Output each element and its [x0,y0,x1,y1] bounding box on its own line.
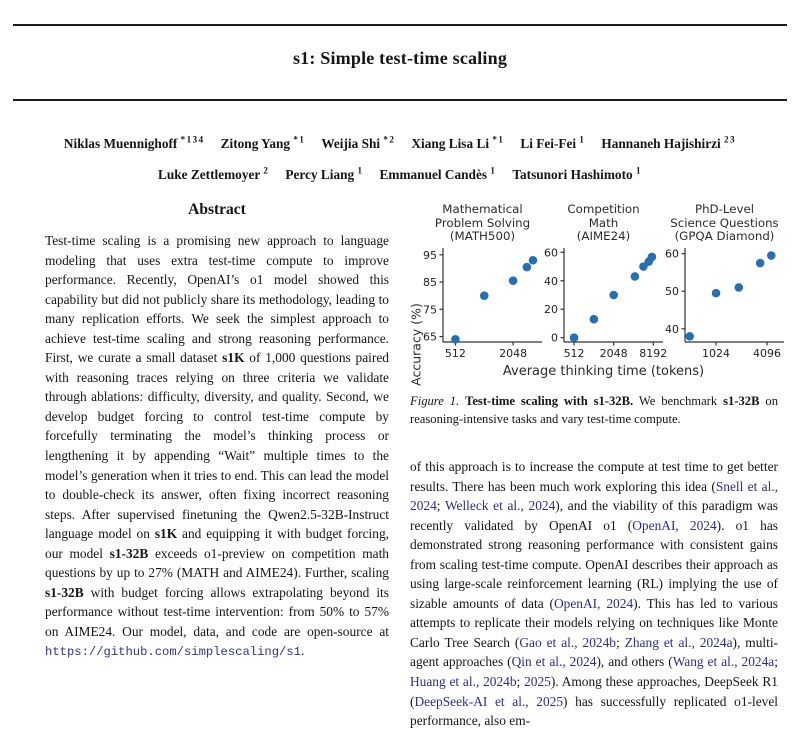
text-run: ; [436,498,445,514]
bold-text-run: s1-32B [109,545,149,561]
bold-text-run: s1-32B [45,584,84,600]
tick-label: 60 [665,247,679,261]
bold-text-run: s1K [222,350,245,366]
author-name: Percy Liang $^1$ [285,165,364,182]
data-point [590,315,599,324]
figure-1 [408,202,782,386]
authors-line-2 [0,157,800,187]
author-affiliation-sup: *1 [293,135,306,145]
bold-text-run: s1-32B [723,394,760,408]
subplot-title: Competition Math (AIME24) [567,202,640,243]
author-affiliation-sup: 2 [263,165,270,176]
text-run: ; [774,654,778,670]
author-affiliation-sup: 1 [579,135,586,145]
citation-link[interactable]: Welleck et al., 2024 [444,498,556,514]
text-run: exceeds o1-preview on competition math questions by up to 27% (MATH and AIME24). Further, scaling [45,545,389,581]
author-name: Luke Zettlemoyer $^2$ [158,165,270,182]
data-point [529,256,538,265]
tick-label: 2048 [599,347,628,360]
author-name: Zitong Yang $^{*1}$ [220,135,306,152]
tick-label: 85 [423,276,437,290]
text-run: ). Among these approaches, DeepSeek R1 ( [410,674,778,709]
text-run: on reasoning-intensive tasks and vary test-time compute. [410,394,778,426]
citation-link[interactable]: OpenAI, 2024 [554,595,634,611]
abstract-text [45,231,389,663]
citation-link[interactable]: OpenAI, 2024 [632,517,717,533]
author-name: Li Fei-Fei $^1$ [520,135,586,152]
github-link[interactable]: https://github.com/simplescaling/s1 [45,645,301,660]
author-affiliation-sup: *2 [383,135,396,145]
figure-y-axis-label: Accuracy (%) [408,303,424,386]
tick-label: 95 [423,248,437,262]
tick-label: 65 [423,330,437,344]
data-point [609,291,618,300]
data-point [767,251,776,260]
text-run: ), multi-agent approaches ( [410,634,779,670]
data-point [570,333,579,342]
authors-line-1 [0,127,800,157]
tick-label: 8192 [639,347,668,360]
citation-link[interactable]: Wang et al., 2024a [672,654,775,670]
subplot-3 [664,203,785,364]
tick-label: 4096 [753,347,782,360]
citation-link[interactable]: Huang et al., 2024b [410,674,517,690]
tick-label: 512 [444,347,466,360]
author-affiliation-sup: *134 [180,135,205,145]
text-run: ; [616,634,625,650]
data-point [523,263,532,272]
body-paragraph [410,457,778,731]
subplot-1 [422,203,543,364]
author-name: Hannaneh Hajishirzi $^{23}$ [601,135,737,152]
text-run: ). This has led to various attempts to replicate their models relying on techniques like Monte Carlo Tree Search ( [410,595,778,650]
citation-link[interactable]: Qin et al., 2024 [511,654,597,670]
subplot-title: PhD-Level Science Questions (GPQA Diamond) [670,202,779,243]
italic-text-run: Figure 1. [410,394,460,408]
author-name: Niklas Muennighoff $^{*134}$ [63,135,205,152]
subplot-canvas [664,248,785,364]
tick-label: 512 [563,347,585,360]
title-bottom-rule [13,99,787,101]
author-affiliation-sup: 1 [357,165,364,176]
text-run: with budget forcing allows extrapolating beyond its performance without test-time intervention: from 50% to 57% on AIME24. Our model, data, and code are open-source at [45,584,389,639]
page-title: s1: Simple test-time scaling [292,48,508,68]
citation-link[interactable]: DeepSeek-AI et al., 2025 [414,693,564,709]
data-point [480,291,489,300]
text-run: ). o1 has demonstrated strong reasoning performance with consistent gains from scaling test-time compute. OpenAI describes their approach as using large-scale reinforcement learning (RL) implying the use of sizable amounts of data ( [410,517,778,611]
bold-text-run: Test-time scaling with s1-32B. [465,394,634,408]
citation-link[interactable]: Zhang et al., 2024a [624,634,733,650]
data-point [648,253,657,262]
tick-label: 40 [544,274,558,288]
data-point [734,283,743,292]
text-run: of 1,000 questions paired with reasoning traces relying on three criteria we validate through ablations: difficulty, diversity, and quality. Second, we develop budget forcing to control test-time compute by forcefully terminating the model’s thinking process or lengthening it by appending “Wait” multiple times to the model’s generation when it tries to end. This can lead the model to double-check its answer, often fixing incorrect reasoning steps. After supervised finetuning the Qwen2.5-32B-Instruct language model on [45,350,390,542]
data-point [631,272,640,281]
data-point [685,332,694,341]
author-name: Xiang Lisa Li $^{*1}$ [411,135,505,152]
author-affiliation-sup: 1 [490,165,497,176]
tick-label: 1024 [702,347,731,360]
tick-label: 0 [551,331,558,345]
citation-link[interactable]: Gao et al., 2024b [519,634,616,650]
bold-text-run: s1K [154,526,178,542]
figure-x-axis-label: Average thinking time (tokens) [502,364,705,379]
left-column [34,201,400,663]
right-column [408,200,782,731]
tick-label: 20 [544,303,558,317]
text-run: ) has successfully replicated o1-level performance, also em- [410,693,778,729]
abstract-heading: Abstract [188,201,246,218]
author-name: Tatsunori Hashimoto $^1$ [512,165,642,182]
author-affiliation-sup: 23 [724,135,737,145]
data-point [509,276,518,285]
text-run: ; [516,674,525,690]
subplot-canvas [543,246,668,364]
tick-label: 60 [544,246,558,260]
data-point [451,335,460,344]
author-affiliation-sup: 1 [635,165,642,176]
text-run: of this approach is to increase the compute at test time to get better results. There has been much work exploring this idea ( [410,459,778,494]
data-point [712,289,721,298]
text-run: and equipping it with budget forcing, our model [45,526,389,561]
tick-label: 75 [423,303,437,317]
tick-label: 40 [665,322,679,336]
tick-label: 2048 [499,347,528,360]
text-run: . [300,643,305,659]
subplot-canvas [422,248,543,364]
text-run: ), and the viability of this paradigm was recently validated by OpenAI o1 ( [410,498,778,533]
text-run: We benchmark [633,394,724,408]
data-point [756,259,765,268]
citation-link[interactable]: Snell et al., 2024 [410,478,778,514]
author-name: Weijia Shi $^{*2}$ [321,135,396,152]
text-run: ), and others ( [596,654,673,670]
tick-label: 50 [665,285,679,299]
figure-subplots-row [422,202,782,364]
top-rule [13,24,787,26]
author-name: Emmanuel Candès $^1$ [379,165,497,182]
authors-block [0,127,800,188]
author-affiliation-sup: *1 [492,135,505,145]
subplot-title: Mathematical Problem Solving (MATH500) [434,202,531,243]
subplot-2 [543,202,668,364]
citation-link[interactable]: 2025 [524,674,551,690]
figure-caption [410,392,778,428]
text-run: Test-time scaling is a promising new approach to language modeling that uses extra test-time compute to improve performance. Recently, OpenAI’s o1 model showed this capability but did not publicly share its methodology, leading to many replication efforts. We seek the simplest approach to achieve test-time scaling and strong reasoning performance. First, we curate a small dataset [45,233,389,366]
